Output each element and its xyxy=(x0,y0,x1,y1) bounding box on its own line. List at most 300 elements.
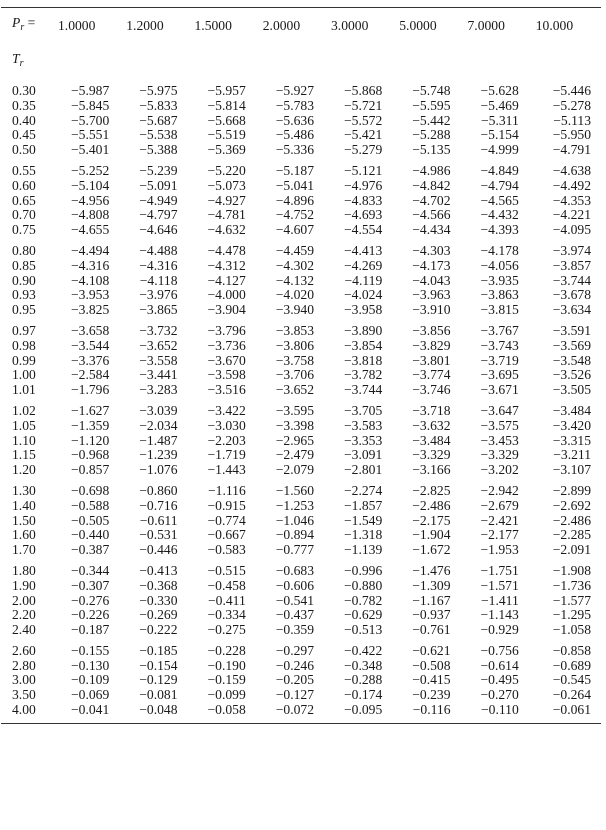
table-cell: −4.221 xyxy=(552,207,591,223)
table-cell: −3.963 xyxy=(412,287,451,303)
table-row xyxy=(1,688,601,703)
table-cell: −4.494 xyxy=(70,242,110,258)
table-cell: −0.061 xyxy=(552,702,591,718)
table-cell: −3.782 xyxy=(343,367,383,383)
table-cell: −1.239 xyxy=(139,447,178,463)
table-cell: −0.154 xyxy=(139,657,178,673)
table-row xyxy=(1,401,601,419)
table-cell: −3.719 xyxy=(480,352,519,368)
table-cell: −0.069 xyxy=(70,687,110,703)
table-cell: −1.672 xyxy=(412,542,451,558)
table-cell: −5.135 xyxy=(412,142,451,158)
table-cell: −0.348 xyxy=(343,657,383,673)
pr-equals: = xyxy=(24,15,36,30)
table-cell: −0.937 xyxy=(412,607,451,623)
table-row xyxy=(1,354,601,369)
tr-value-cell: 1.10 xyxy=(12,432,36,448)
table-cell: −1.443 xyxy=(207,462,246,478)
tr-value-cell: 2.40 xyxy=(12,622,36,638)
table-cell: −5.845 xyxy=(70,97,110,113)
table-cell: −5.814 xyxy=(207,97,246,113)
table-cell: −5.628 xyxy=(480,83,519,98)
table-cell: −0.777 xyxy=(275,542,314,558)
table-cell: −3.039 xyxy=(139,402,178,418)
tr-value-cell: 2.80 xyxy=(12,657,36,673)
table-cell: −3.505 xyxy=(552,382,591,398)
table-cell: −3.976 xyxy=(139,287,178,303)
table-cell: −0.606 xyxy=(275,577,314,593)
table-cell: −0.387 xyxy=(70,542,110,558)
table-cell: −0.858 xyxy=(552,642,591,658)
table-cell: −3.853 xyxy=(275,322,314,338)
tr-value-cell: 0.40 xyxy=(12,112,36,128)
table-cell: −2.034 xyxy=(139,417,178,433)
row-group xyxy=(1,401,601,481)
table-cell: −5.239 xyxy=(139,162,178,178)
table-cell: −0.095 xyxy=(343,702,383,718)
pr-column-header: 3.0000 xyxy=(331,17,369,33)
table-cell: −4.108 xyxy=(70,272,110,288)
table-row xyxy=(1,161,601,179)
table-cell: −2.486 xyxy=(412,497,451,513)
table-cell: −1.046 xyxy=(275,512,314,528)
row-group xyxy=(1,321,601,401)
table-cell: −1.318 xyxy=(343,527,383,543)
table-cell: −3.441 xyxy=(139,367,178,383)
table-row xyxy=(1,114,601,129)
table-cell: −5.388 xyxy=(139,142,178,158)
table-cell: −0.129 xyxy=(139,672,178,688)
pr-symbol: P xyxy=(12,15,21,30)
table-cell: −3.736 xyxy=(207,337,246,353)
tr-value-cell: 0.85 xyxy=(12,257,36,273)
tr-value-cell: 0.45 xyxy=(12,127,36,143)
table-cell: −5.572 xyxy=(343,112,383,128)
table-cell: −0.968 xyxy=(70,447,110,463)
table-cell: −1.058 xyxy=(552,622,591,638)
table-cell: −0.264 xyxy=(552,687,591,703)
table-row xyxy=(1,99,601,114)
table-cell: −3.544 xyxy=(70,337,110,353)
pr-column-header: 7.0000 xyxy=(467,17,505,33)
table-cell: −0.174 xyxy=(343,687,383,703)
table-cell: −0.190 xyxy=(207,657,246,673)
tr-value-cell: 1.00 xyxy=(12,367,36,383)
tr-value-cell: 0.93 xyxy=(12,287,36,303)
table-cell: −0.415 xyxy=(412,672,451,688)
table-cell: −3.329 xyxy=(480,447,519,463)
table-cell: −3.904 xyxy=(207,302,246,318)
table-cell: −4.173 xyxy=(412,257,451,273)
table-cell: −0.155 xyxy=(70,642,110,658)
table-cell: −5.369 xyxy=(207,142,246,158)
table-cell: −4.781 xyxy=(207,207,246,223)
tr-value-cell: 1.01 xyxy=(12,382,36,398)
table-cell: −2.899 xyxy=(552,482,591,498)
table-cell: −3.652 xyxy=(275,382,314,398)
pr-column-header: 5.0000 xyxy=(399,17,437,33)
table-cell: −0.239 xyxy=(412,687,451,703)
tr-value-cell: 0.60 xyxy=(12,177,36,193)
pr-column-header: 1.5000 xyxy=(194,17,232,33)
table-row xyxy=(1,383,601,401)
table-cell: −2.285 xyxy=(552,527,591,543)
table-cell: −1.571 xyxy=(480,577,519,593)
table-cell: −1.719 xyxy=(207,447,246,463)
table-cell: −1.627 xyxy=(70,402,110,418)
table-cell: −1.253 xyxy=(275,497,314,513)
table-cell: −3.558 xyxy=(139,352,178,368)
table-cell: −0.545 xyxy=(552,672,591,688)
table-cell: −0.048 xyxy=(139,702,178,718)
table-cell: −3.829 xyxy=(412,337,451,353)
table-cell: −3.890 xyxy=(343,322,383,338)
table-cell: −0.413 xyxy=(139,562,178,578)
table-cell: −0.276 xyxy=(70,592,110,608)
table-cell: −0.099 xyxy=(207,687,246,703)
table-cell: −0.307 xyxy=(70,577,110,593)
table-cell: −3.202 xyxy=(480,462,519,478)
table-cell: −0.782 xyxy=(343,592,383,608)
table-cell: −3.516 xyxy=(207,382,246,398)
table-cell: −4.492 xyxy=(552,177,591,193)
pr-column-header: 1.2000 xyxy=(126,17,164,33)
table-cell: −1.143 xyxy=(480,607,519,623)
table-cell: −4.949 xyxy=(139,192,178,208)
table-cell: −5.442 xyxy=(412,112,451,128)
table-cell: −4.956 xyxy=(70,192,110,208)
tr-value-cell: 0.97 xyxy=(12,322,36,338)
pr-subscript: r xyxy=(20,22,25,33)
table-cell: −5.073 xyxy=(207,177,246,193)
table-cell: −5.252 xyxy=(70,162,110,178)
table-cell: −0.621 xyxy=(412,642,451,658)
table-cell: −4.312 xyxy=(207,257,246,273)
table-cell: −5.748 xyxy=(412,83,451,98)
table-cell: −3.815 xyxy=(480,302,519,318)
table-cell: −0.929 xyxy=(480,622,519,638)
table-cell: −5.538 xyxy=(139,127,178,143)
table-cell: −3.091 xyxy=(343,447,383,463)
table-cell: −4.693 xyxy=(343,207,383,223)
tr-value-cell: 0.70 xyxy=(12,207,36,223)
table-row xyxy=(1,339,601,354)
table-cell: −3.806 xyxy=(275,337,314,353)
table-cell: −3.744 xyxy=(552,272,591,288)
table-cell: −3.484 xyxy=(552,402,591,418)
table-cell: −0.531 xyxy=(139,527,178,543)
tr-symbol: T xyxy=(12,51,20,66)
table-cell: −0.041 xyxy=(70,702,110,718)
table-row xyxy=(1,321,601,339)
table-cell: −4.043 xyxy=(412,272,451,288)
tr-value-cell: 1.50 xyxy=(12,512,36,528)
table-cell: −3.569 xyxy=(552,337,591,353)
table-cell: −0.588 xyxy=(70,497,110,513)
table-cell: −0.541 xyxy=(275,592,314,608)
table-cell: −3.283 xyxy=(139,382,178,398)
table-cell: −1.857 xyxy=(343,497,383,513)
table-cell: −3.107 xyxy=(552,462,591,478)
table-row xyxy=(1,528,601,543)
table-row xyxy=(1,81,601,99)
tr-value-cell: 4.00 xyxy=(12,702,36,718)
table-cell: −5.446 xyxy=(552,83,591,98)
table-cell: −4.565 xyxy=(480,192,519,208)
table-row xyxy=(1,448,601,463)
table-row xyxy=(1,274,601,289)
table-cell: −5.278 xyxy=(552,97,591,113)
table-cell: −3.353 xyxy=(343,432,383,448)
row-group xyxy=(1,81,601,161)
table-cell: −3.767 xyxy=(480,322,519,338)
table-cell: −4.833 xyxy=(343,192,383,208)
tr-value-cell: 1.90 xyxy=(12,577,36,593)
table-cell: −0.761 xyxy=(412,622,451,638)
tr-value-cell: 0.95 xyxy=(12,302,36,318)
table-row xyxy=(1,514,601,529)
table-cell: −5.957 xyxy=(207,83,246,98)
table-cell: −4.896 xyxy=(275,192,314,208)
table-cell: −4.554 xyxy=(343,222,383,238)
table-cell: −1.577 xyxy=(552,592,591,608)
table-cell: −0.446 xyxy=(139,542,178,558)
tr-value-cell: 1.05 xyxy=(12,417,36,433)
table-cell: −3.166 xyxy=(412,462,451,478)
table-cell: −0.297 xyxy=(275,642,314,658)
table-cell: −5.154 xyxy=(480,127,519,143)
table-cell: −1.751 xyxy=(480,562,519,578)
table-cell: −0.422 xyxy=(343,642,383,658)
table-cell: −0.330 xyxy=(139,592,178,608)
tr-value-cell: 1.02 xyxy=(12,402,36,418)
tr-label-section xyxy=(1,42,601,81)
table-cell: −4.000 xyxy=(207,287,246,303)
table-cell: −3.376 xyxy=(70,352,110,368)
table-cell: −3.825 xyxy=(70,302,110,318)
table-cell: −4.393 xyxy=(480,222,519,238)
table-cell: −0.440 xyxy=(70,527,110,543)
table-cell: −4.459 xyxy=(275,242,314,258)
table-cell: −3.744 xyxy=(343,382,383,398)
table-cell: −0.860 xyxy=(139,482,178,498)
tr-value-cell: 0.75 xyxy=(12,222,36,238)
table-cell: −5.121 xyxy=(343,162,383,178)
table-cell: −5.469 xyxy=(480,97,519,113)
table-cell: −3.670 xyxy=(207,352,246,368)
tr-value-cell: 1.30 xyxy=(12,482,36,498)
table-cell: −0.689 xyxy=(552,657,591,673)
table-cell: −0.109 xyxy=(70,672,110,688)
table-cell: −5.950 xyxy=(552,127,591,143)
table-cell: −1.904 xyxy=(412,527,451,543)
table-cell: −5.187 xyxy=(275,162,314,178)
table-cell: −1.796 xyxy=(70,382,110,398)
table-cell: −2.177 xyxy=(480,527,519,543)
table-cell: −3.652 xyxy=(139,337,178,353)
table-cell: −4.127 xyxy=(207,272,246,288)
table-cell: −1.076 xyxy=(139,462,178,478)
table-cell: −0.667 xyxy=(207,527,246,543)
table-cell: −0.368 xyxy=(139,577,178,593)
table-cell: −0.110 xyxy=(481,702,519,718)
table-cell: −5.700 xyxy=(70,112,110,128)
tr-value-cell: 3.50 xyxy=(12,687,36,703)
row-group xyxy=(1,561,601,641)
table-row xyxy=(1,463,601,481)
table-cell: −4.302 xyxy=(275,257,314,273)
table-cell: −0.344 xyxy=(70,562,110,578)
table-cell: −0.774 xyxy=(207,512,246,528)
table-cell: −5.311 xyxy=(481,112,519,128)
table-cell: −0.288 xyxy=(343,672,383,688)
table-cell: −5.975 xyxy=(139,83,178,98)
table-row xyxy=(1,579,601,594)
tr-value-cell: 0.65 xyxy=(12,192,36,208)
table-cell: −3.958 xyxy=(343,302,383,318)
table-cell: −5.279 xyxy=(343,142,383,158)
row-group xyxy=(1,481,601,561)
table-cell: −2.421 xyxy=(480,512,519,528)
table-cell: −3.595 xyxy=(275,402,314,418)
table-cell: −0.683 xyxy=(275,562,314,578)
tr-value-cell: 0.55 xyxy=(12,162,36,178)
table-row xyxy=(1,288,601,303)
table-cell: −4.020 xyxy=(275,287,314,303)
table-cell: −4.132 xyxy=(275,272,314,288)
tr-value-cell: 0.98 xyxy=(12,337,36,353)
table-cell: −4.976 xyxy=(343,177,383,193)
table-cell: −4.432 xyxy=(480,207,519,223)
table-cell: −5.519 xyxy=(207,127,246,143)
table-cell: −0.611 xyxy=(139,512,178,528)
table-cell: −5.220 xyxy=(207,162,246,178)
tr-value-cell: 1.20 xyxy=(12,462,36,478)
table-cell: −4.638 xyxy=(552,162,591,178)
table-cell: −2.079 xyxy=(275,462,314,478)
table-cell: −1.167 xyxy=(412,592,451,608)
table-cell: −5.636 xyxy=(275,112,314,128)
table-cell: −3.598 xyxy=(207,367,246,383)
table-cell: −4.316 xyxy=(139,257,178,273)
table-cell: −4.434 xyxy=(412,222,451,238)
table-cell: −0.205 xyxy=(275,672,314,688)
tr-value-cell: 3.00 xyxy=(12,672,36,688)
table-cell: −0.222 xyxy=(139,622,178,638)
pr-header-label xyxy=(1,8,55,42)
tr-value-cell: 0.99 xyxy=(12,352,36,368)
table-cell: −0.915 xyxy=(207,497,246,513)
tr-value-cell: 2.60 xyxy=(12,642,36,658)
table-row xyxy=(1,241,601,259)
table-cell: −0.716 xyxy=(139,497,178,513)
table-cell: −4.752 xyxy=(275,207,314,223)
table-cell: −3.953 xyxy=(70,287,110,303)
table-cell: −0.226 xyxy=(70,607,110,623)
table-cell: −0.583 xyxy=(207,542,246,558)
table-cell: −3.940 xyxy=(275,302,314,318)
table-cell: −1.309 xyxy=(412,577,451,593)
tr-value-cell: 2.00 xyxy=(12,592,36,608)
table-cell: −3.315 xyxy=(552,432,591,448)
table-cell: −0.857 xyxy=(70,462,110,478)
table-cell: −2.486 xyxy=(552,512,591,528)
table-row xyxy=(1,179,601,194)
table-cell: −4.316 xyxy=(70,257,110,273)
table-row xyxy=(1,673,601,688)
table-cell: −4.927 xyxy=(207,192,246,208)
table-cell: −3.030 xyxy=(207,417,246,433)
table-cell: −5.833 xyxy=(139,97,178,113)
tr-value-cell: 0.35 xyxy=(12,97,36,113)
pr-header-row xyxy=(1,8,601,42)
table-cell: −0.411 xyxy=(208,592,246,608)
table-cell: −0.334 xyxy=(207,607,246,623)
table-cell: −3.678 xyxy=(552,287,591,303)
table-cell: −4.999 xyxy=(480,142,519,158)
table-row xyxy=(1,703,601,721)
table-cell: −5.551 xyxy=(70,127,110,143)
table-cell: −0.081 xyxy=(139,687,178,703)
table-cell: −0.359 xyxy=(275,622,314,638)
table-cell: −4.655 xyxy=(70,222,110,238)
table-row xyxy=(1,623,601,641)
table-cell: −4.986 xyxy=(412,162,451,178)
table-cell: −0.246 xyxy=(275,657,314,673)
table-cell: −4.269 xyxy=(343,257,383,273)
table-cell: −2.584 xyxy=(70,367,110,383)
table-cell: −0.458 xyxy=(207,577,246,593)
tr-value-cell: 0.30 xyxy=(12,83,36,98)
table-cell: −1.953 xyxy=(480,542,519,558)
table-cell: −1.295 xyxy=(552,607,591,623)
table-cell: −0.614 xyxy=(480,657,519,673)
table-cell: −5.041 xyxy=(275,177,314,193)
table-cell: −0.072 xyxy=(275,702,314,718)
tr-value-cell: 1.40 xyxy=(12,497,36,513)
table-cell: −0.270 xyxy=(480,687,519,703)
table-row xyxy=(1,641,601,659)
table-row xyxy=(1,303,601,321)
table-cell: −5.401 xyxy=(70,142,110,158)
tr-value-cell: 2.20 xyxy=(12,607,36,623)
table-cell: −2.679 xyxy=(480,497,519,513)
table-cell: −3.705 xyxy=(343,402,383,418)
table-cell: −1.736 xyxy=(552,577,591,593)
table-cell: −4.797 xyxy=(139,207,178,223)
table-cell: −3.857 xyxy=(552,257,591,273)
table-cell: −4.303 xyxy=(412,242,451,258)
table-cell: −3.329 xyxy=(412,447,451,463)
table-row xyxy=(1,659,601,674)
table-cell: −2.942 xyxy=(480,482,519,498)
table-cell: −3.974 xyxy=(552,242,591,258)
bottom-rule xyxy=(1,723,601,724)
tr-value-cell: 0.80 xyxy=(12,242,36,258)
table-cell: −3.575 xyxy=(480,417,519,433)
table-cell: −3.671 xyxy=(480,382,519,398)
table-cell: −3.718 xyxy=(412,402,451,418)
table-cell: −0.505 xyxy=(70,512,110,528)
table-cell: −3.548 xyxy=(552,352,591,368)
table-cell: −3.398 xyxy=(275,417,314,433)
table-cell: −3.863 xyxy=(480,287,519,303)
table-row xyxy=(1,259,601,274)
table-cell: −3.818 xyxy=(343,352,383,368)
tr-value-cell: 1.60 xyxy=(12,527,36,543)
table-cell: −3.746 xyxy=(412,382,451,398)
table-cell: −4.808 xyxy=(70,207,110,223)
